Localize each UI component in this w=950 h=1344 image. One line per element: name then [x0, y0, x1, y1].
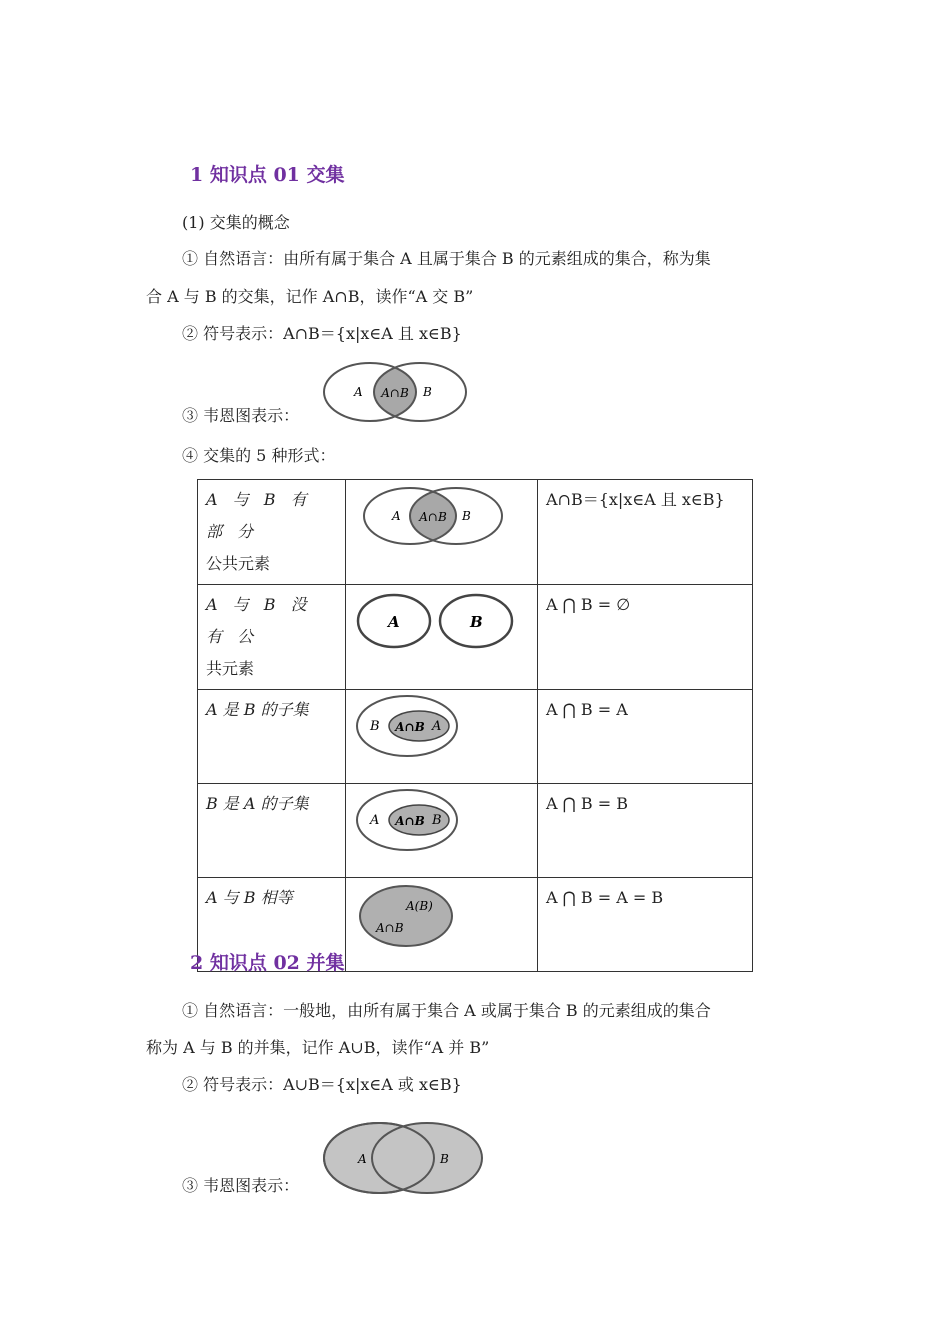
union-venn-label: ③ 韦恩图表示：	[182, 1176, 300, 1195]
intersection-forms-table	[197, 479, 753, 972]
diagram-cell	[346, 690, 538, 784]
svg-text:B: B	[470, 613, 483, 631]
union-label-b: B	[440, 1152, 449, 1166]
formula-cell: A ⋂ B = ∅	[538, 585, 753, 690]
svg-text:A(B): A(B)	[406, 899, 433, 913]
section2-heading: 2 知识点 02 并集	[190, 952, 345, 974]
svg-text:A∩B: A∩B	[395, 720, 425, 734]
formula-cell: A ⋂ B = A	[538, 690, 753, 784]
intersection-symbol: ② 符号表示：A∩B＝{x|x∈A 且 x∈B}	[182, 324, 462, 343]
svg-text:A∩B: A∩B	[395, 814, 425, 828]
union-set-b	[372, 1123, 482, 1193]
union-venn-diagram	[320, 1120, 486, 1198]
case-cell: A 是 B 的子集	[198, 690, 346, 784]
svg-text:A: A	[388, 613, 400, 631]
formula-cell: A ⋂ B = B	[538, 784, 753, 878]
svg-text:A: A	[370, 813, 380, 828]
table-row	[198, 480, 753, 585]
venn-partial-overlap	[354, 484, 514, 554]
union-natural-line2: 称为 A 与 B 的并集，记作 A∪B，读作“A 并 B”	[146, 1038, 490, 1057]
intersection-venn-label: ③ 韦恩图表示：	[182, 406, 300, 425]
formula-cell: A ⋂ B = A = B	[538, 878, 753, 972]
diagram-cell	[346, 480, 538, 585]
case-cell: A 与 B 没 有 公 共元素	[198, 585, 346, 690]
intersection-natural-line1: ① 自然语言：由所有属于集合 A 且属于集合 B 的元素组成的集合，称为集	[182, 249, 711, 268]
venn-equal-sets	[354, 882, 514, 952]
table-row	[198, 690, 753, 784]
union-natural-line1: ① 自然语言：一般地，由所有属于集合 A 或属于集合 B 的元素组成的集合	[182, 1001, 711, 1020]
venn-a-subset-b	[354, 694, 514, 764]
svg-text:A∩B: A∩B	[419, 510, 447, 524]
diagram-cell	[346, 878, 538, 972]
intersection-venn-diagram	[318, 360, 468, 424]
case-cell: A 与 B 有 部 分 公共元素	[198, 480, 346, 585]
section1-heading: 1 知识点 01 交集	[190, 164, 345, 186]
case-cell: A 与 B 相等	[198, 878, 346, 972]
diagram-cell	[346, 784, 538, 878]
section1-subheading: (1) 交集的概念	[182, 213, 290, 232]
svg-text:B: B	[370, 719, 380, 734]
svg-text:A: A	[392, 509, 401, 523]
intersection-natural-line2: 合 A 与 B 的交集，记作 A∩B，读作“A 交 B”	[146, 287, 474, 306]
venn-b-subset-a	[354, 788, 514, 858]
union-label-a: A	[358, 1152, 367, 1166]
table-row	[198, 585, 753, 690]
case-cell: B 是 A 的子集	[198, 784, 346, 878]
svg-text:B: B	[462, 509, 471, 523]
venn-label-b: B	[423, 385, 432, 399]
forms-title: ④ 交集的 5 种形式：	[182, 446, 336, 465]
venn-label-ab: A∩B	[381, 386, 409, 400]
formula-cell: A∩B＝{x|x∈A 且 x∈B}	[538, 480, 753, 585]
svg-text:B: B	[432, 813, 442, 828]
union-symbol: ② 符号表示：A∪B＝{x|x∈A 或 x∈B}	[182, 1075, 462, 1094]
svg-text:A: A	[432, 719, 442, 734]
table-row	[198, 784, 753, 878]
svg-text:A∩B: A∩B	[376, 921, 404, 935]
venn-label-a: A	[354, 385, 363, 399]
diagram-cell	[346, 585, 538, 690]
venn-disjoint	[354, 589, 514, 659]
